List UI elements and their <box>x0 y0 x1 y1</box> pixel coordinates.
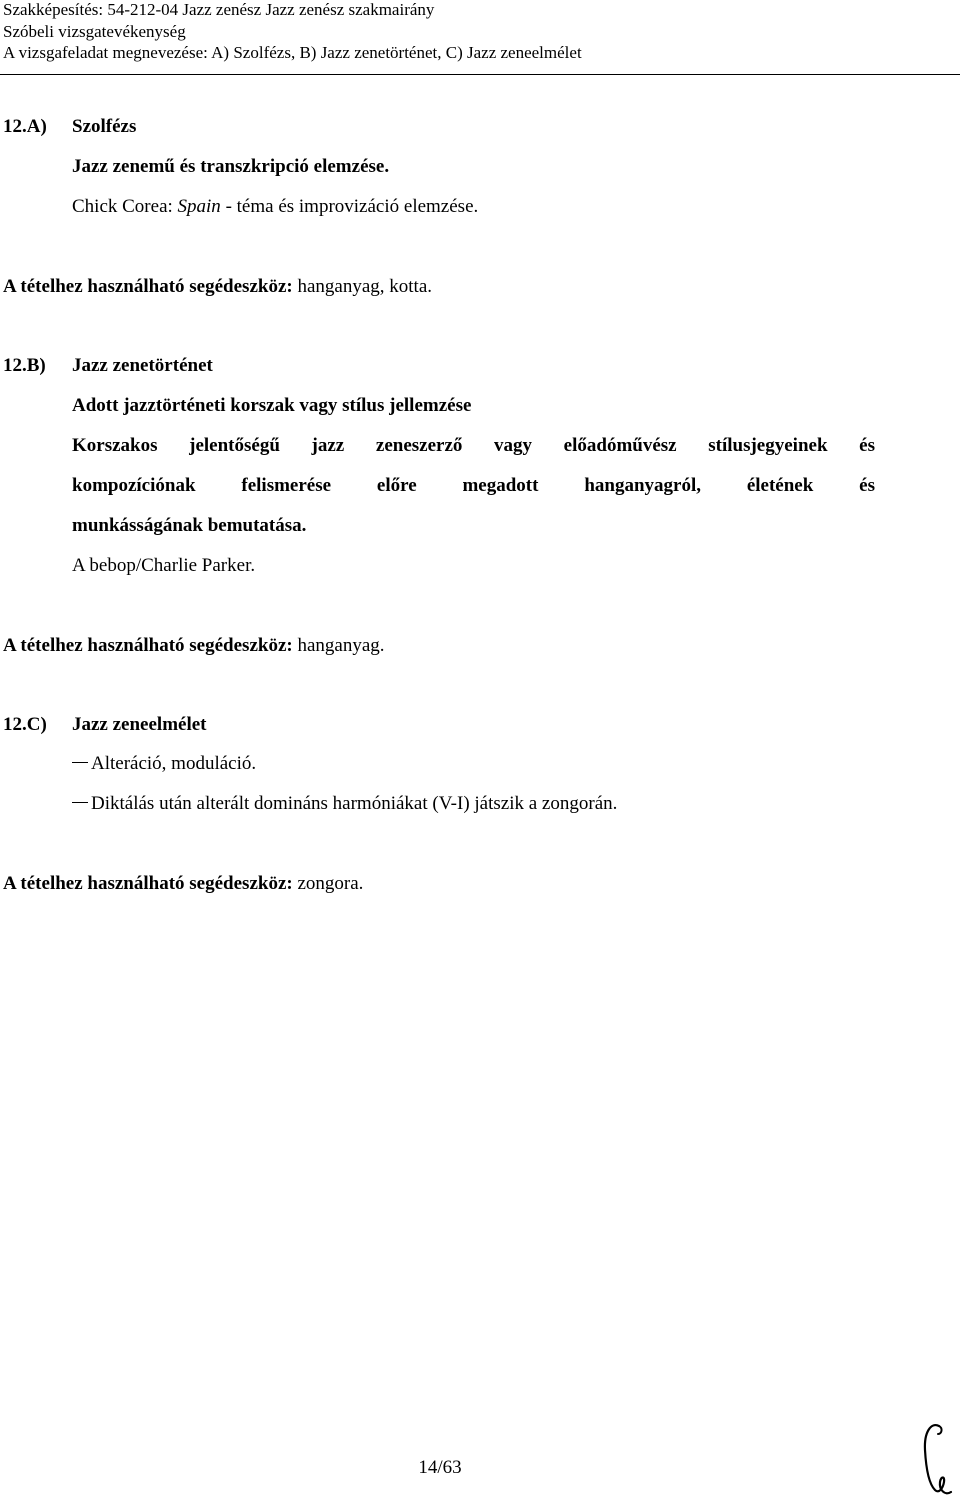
section-c-list-item <box>72 753 256 775</box>
section-a-aid <box>3 276 432 298</box>
section-a-detail-prefix: Chick Corea: <box>72 196 178 217</box>
section-b-aid-value: hanganyag. <box>292 635 385 656</box>
section-b-title: Jazz zenetörténet <box>72 355 213 376</box>
header-exam-activity: Szóbeli vizsgatevékenység <box>3 22 186 41</box>
section-a-aid-label: A tételhez használható segédeszköz: <box>3 276 293 297</box>
page-number: 14/63 <box>418 1457 462 1478</box>
section-a-task: Jazz zenemű és transzkripció elemzése. <box>72 156 390 177</box>
dash-bullet-icon <box>72 802 88 803</box>
header-divider <box>0 74 960 75</box>
section-a-detail-suffix: - téma és improvizáció elemzése. <box>220 196 479 217</box>
section-b-task: Adott jazztörténeti korszak vagy stílus jellemzése <box>72 395 472 416</box>
section-b-detail-line-3: munkásságának bemutatása. <box>72 515 307 536</box>
section-a-aid-value: hanganyag, kotta. <box>292 276 433 297</box>
section-b-label: 12.B) <box>3 355 46 376</box>
section-b-topic: A bebop/Charlie Parker. <box>72 555 256 576</box>
section-a-detail-italic: Spain <box>177 196 221 217</box>
section-b-aid <box>3 635 385 657</box>
section-a-detail <box>72 196 478 218</box>
section-c-title: Jazz zeneelmélet <box>72 714 207 735</box>
section-a-label: 12.A) <box>3 116 47 137</box>
header-qualification: Szakképesítés: 54-212-04 Jazz zenész Jazz zenész szakmairány <box>3 0 435 19</box>
section-c-aid-value: zongora. <box>292 873 364 894</box>
section-c-list-item <box>72 793 617 815</box>
section-b-detail-line-2: kompozíciónak felismerése előre megadott hanganyagról, életének és <box>72 475 875 496</box>
dash-bullet-icon <box>72 762 88 763</box>
signature-icon <box>921 1418 955 1498</box>
section-c-aid <box>3 873 363 895</box>
section-a-title: Szolfézs <box>72 116 137 137</box>
section-b-aid-label: A tételhez használható segédeszköz: <box>3 635 293 656</box>
section-c-label: 12.C) <box>3 714 47 735</box>
section-c-item-text: Alteráció, moduláció. <box>91 753 257 774</box>
section-b-detail-line-1: Korszakos jelentőségű jazz zeneszerző vagy előadóművész stílusjegyeinek és <box>72 435 875 456</box>
header-task-name: A vizsgafeladat megnevezése: A) Szolfézs, B) Jazz zenetörténet, C) Jazz zeneelmélet <box>3 43 582 62</box>
section-c-aid-label: A tételhez használható segédeszköz: <box>3 873 293 894</box>
section-c-item-text: Diktálás után alterált domináns harmóniákat (V-I) játszik a zongorán. <box>91 793 618 814</box>
